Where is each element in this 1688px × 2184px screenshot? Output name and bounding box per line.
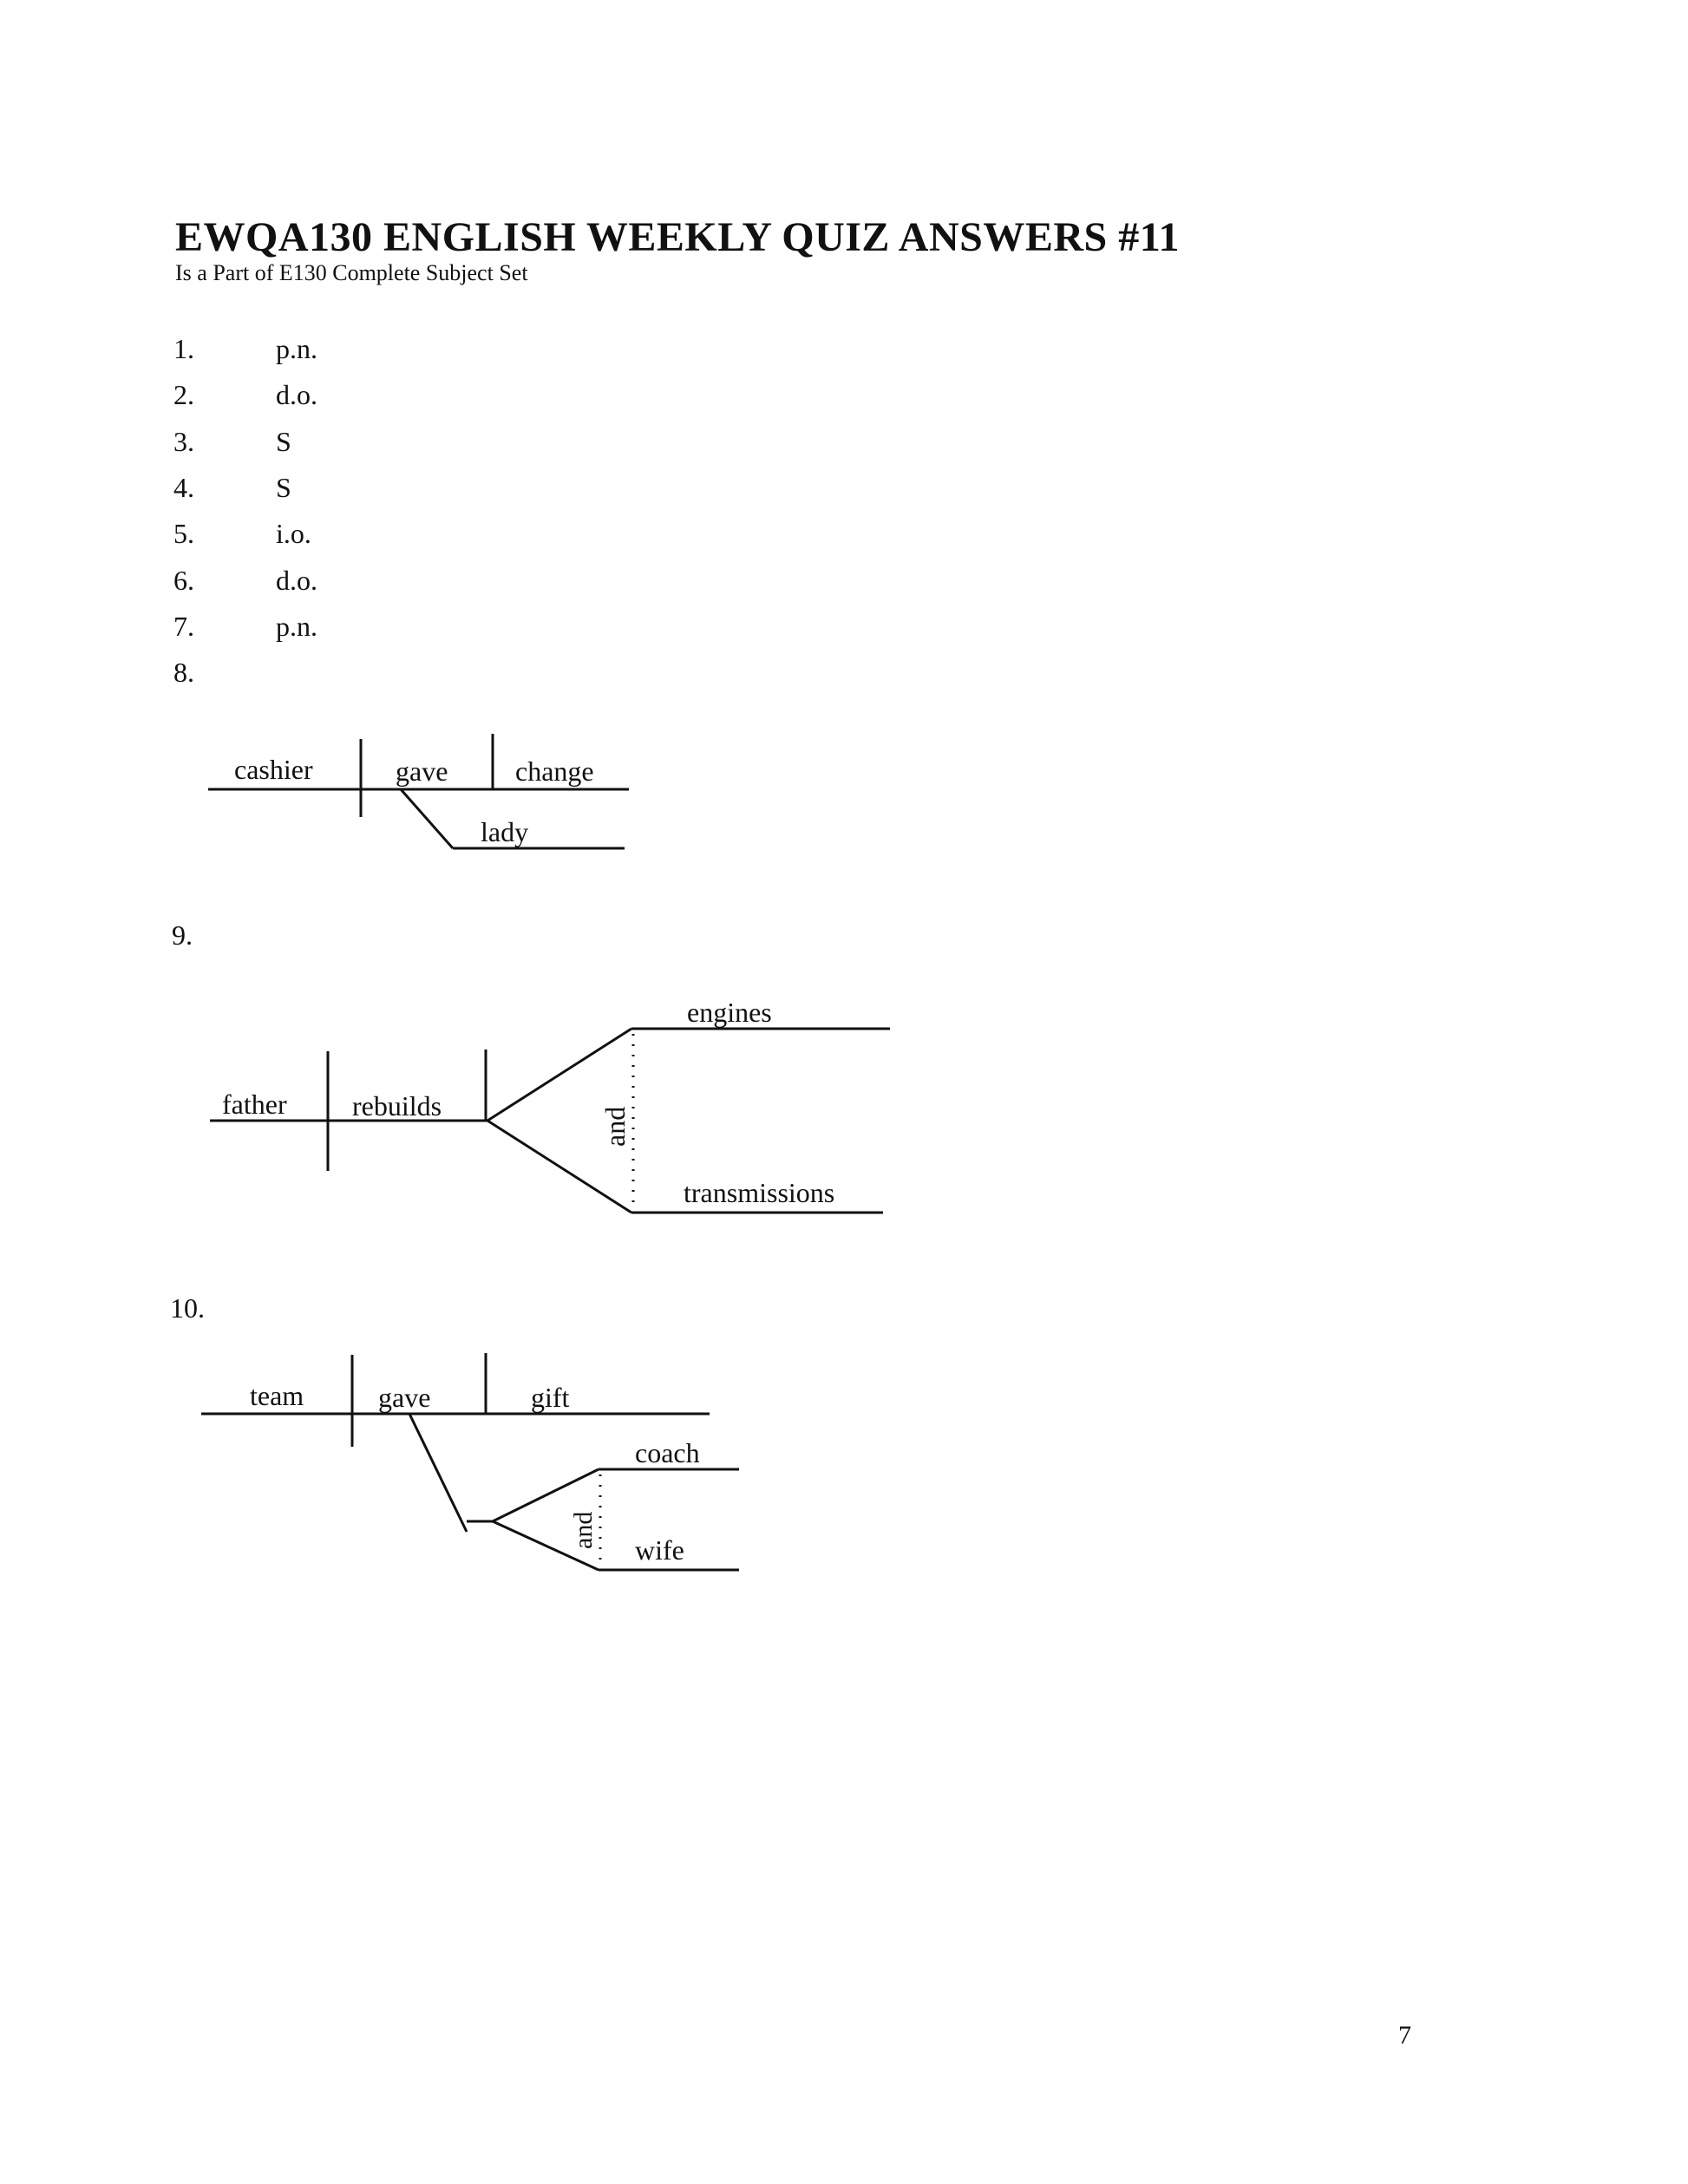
indirect-word-top: coach bbox=[635, 1437, 700, 1468]
answer-value: i.o. bbox=[276, 518, 311, 549]
object-word: gift bbox=[531, 1382, 570, 1413]
object-word-top: engines bbox=[687, 997, 772, 1028]
object-word: change bbox=[515, 755, 594, 787]
answer-value: S bbox=[276, 426, 291, 457]
indirect-object-slant bbox=[401, 789, 453, 848]
answer-number: 5. bbox=[173, 518, 194, 549]
answer-value: p.n. bbox=[276, 611, 317, 642]
subject-word: team bbox=[250, 1380, 304, 1411]
diagram-q10 bbox=[201, 1353, 739, 1570]
verb-word: gave bbox=[378, 1382, 431, 1413]
subject-word: cashier bbox=[234, 754, 313, 785]
question-number: 9. bbox=[172, 919, 193, 951]
answer-value: p.n. bbox=[276, 333, 317, 364]
answer-value: S bbox=[276, 472, 291, 503]
answer-number: 7. bbox=[173, 611, 194, 642]
answer-number: 4. bbox=[173, 472, 194, 503]
object-word-bottom: transmissions bbox=[684, 1177, 835, 1208]
subject-word: father bbox=[222, 1089, 287, 1120]
page-title: EWQA130 ENGLISH WEEKLY QUIZ ANSWERS #11 bbox=[175, 214, 1181, 260]
indirect-word-bottom: wife bbox=[635, 1534, 684, 1566]
indirect-object-slant bbox=[409, 1414, 467, 1532]
question-number: 10. bbox=[170, 1292, 205, 1324]
diagram-q9 bbox=[210, 997, 890, 1213]
page-subtitle: Is a Part of E130 Complete Subject Set bbox=[175, 260, 528, 285]
conjunction-word: and bbox=[569, 1511, 598, 1549]
answer-number: 8. bbox=[173, 657, 194, 688]
verb-word: rebuilds bbox=[352, 1090, 442, 1121]
conjunction-word: and bbox=[599, 1106, 631, 1147]
verb-word: gave bbox=[396, 755, 448, 787]
answer-value: d.o. bbox=[276, 379, 317, 410]
answer-value: d.o. bbox=[276, 565, 317, 596]
answer-number: 1. bbox=[173, 333, 194, 364]
answer-number: 2. bbox=[173, 379, 194, 410]
page-number: 7 bbox=[1398, 2021, 1411, 2050]
answer-number: 6. bbox=[173, 565, 194, 596]
diagram-q8 bbox=[208, 734, 629, 848]
answer-number: 3. bbox=[173, 426, 194, 457]
indirect-object-word: lady bbox=[481, 816, 529, 847]
